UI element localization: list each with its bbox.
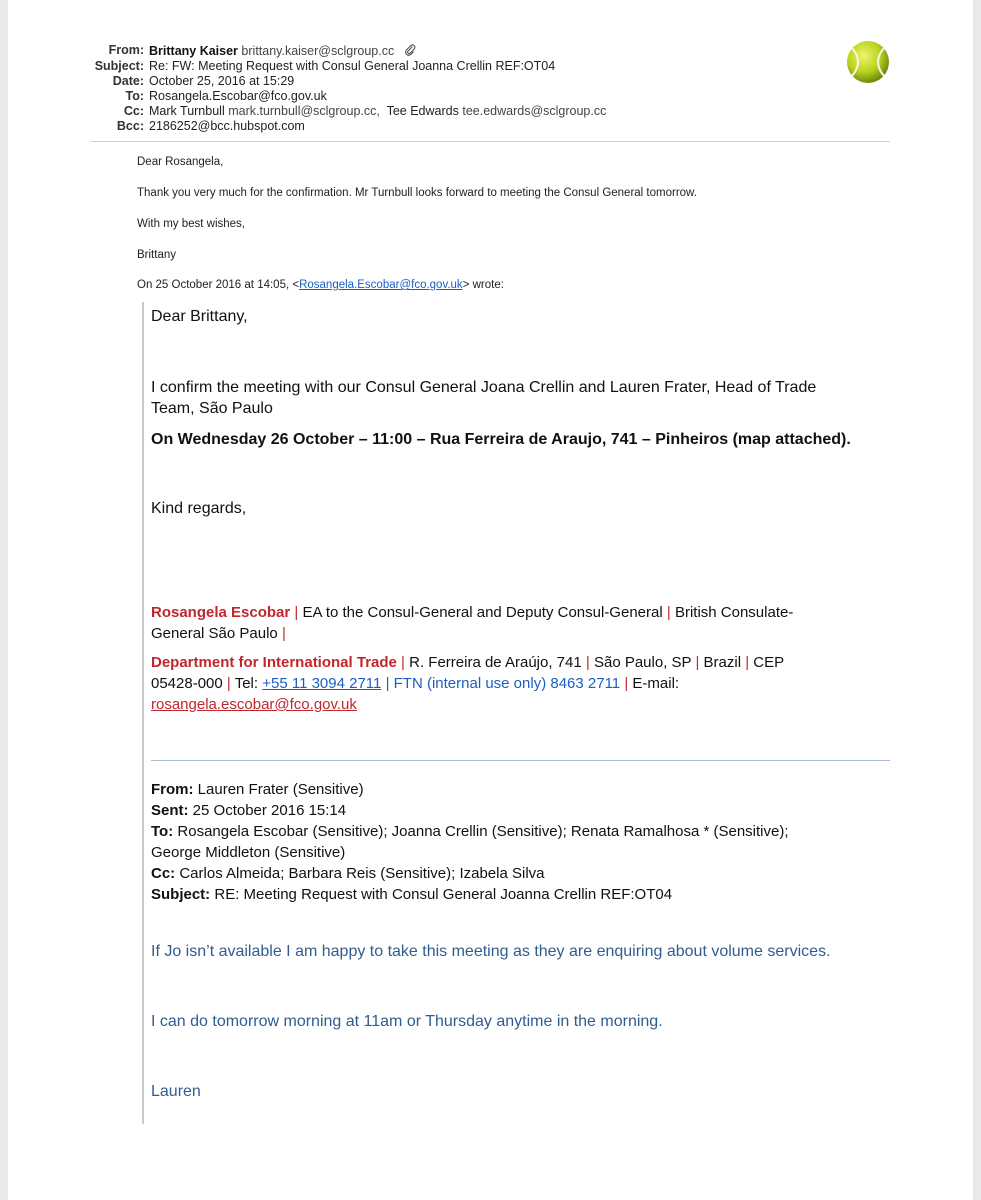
fwd-cc-row bbox=[151, 863, 545, 884]
bcc-label: Bcc: bbox=[116, 119, 144, 133]
sig-ftn: FTN (internal use only) 8463 2711 bbox=[393, 675, 621, 692]
fwd-sent-row bbox=[151, 800, 346, 821]
from-name: Brittany Kaiser bbox=[149, 44, 238, 58]
fwd-subject-label: Subject: bbox=[151, 886, 211, 903]
sig-tel-link[interactable]: +55 11 3094 2711 bbox=[262, 675, 382, 692]
confirm-line-1: I confirm the meeting with our Consul General Joana Crellin and Lauren Frater, Head of Trade bbox=[151, 379, 817, 396]
quote-prefix: On 25 October 2016 at 14:05, < bbox=[137, 279, 300, 291]
cc-label: Cc: bbox=[123, 104, 144, 118]
sig-city: São Paulo, SP bbox=[593, 654, 692, 671]
cc1-email[interactable]: mark.turnbull@sclgroup.cc, bbox=[228, 104, 380, 118]
from-label: From: bbox=[108, 43, 144, 57]
quote-email-link[interactable]: Rosangela.Escobar@fco.gov.uk bbox=[299, 279, 463, 291]
confirm-line-2: Team, São Paulo bbox=[151, 400, 273, 417]
quote-suffix: > wrote: bbox=[462, 279, 504, 291]
paperclip-icon bbox=[404, 43, 416, 57]
cc1-name[interactable]: Mark Turnbull bbox=[149, 104, 225, 118]
quoted-regards: Kind regards, bbox=[151, 500, 247, 517]
fwd-sent: 25 October 2016 15:14 bbox=[192, 802, 347, 819]
signature-dept bbox=[151, 652, 891, 715]
fwd-from: Lauren Frater (Sensitive) bbox=[197, 781, 364, 798]
sig-sep: | bbox=[585, 654, 590, 671]
date-value: October 25, 2016 at 15:29 bbox=[149, 74, 295, 88]
bcc-value[interactable]: 2186252@bcc.hubspot.com bbox=[149, 119, 305, 133]
fwd-sent-label: Sent: bbox=[151, 802, 189, 819]
sig-email-label: E-mail: bbox=[632, 675, 680, 692]
reply-body: Thank you very much for the confirmation. Mr Turnbull looks forward to meeting the Consul General tomorrow. bbox=[137, 187, 697, 199]
quote-attribution bbox=[137, 279, 504, 291]
quote-bar bbox=[142, 302, 144, 1124]
reply-greeting: Dear Rosangela, bbox=[137, 156, 224, 168]
tennis-ball-icon bbox=[846, 40, 890, 84]
sig-title: EA to the Consul-General and Deputy Consul-General bbox=[302, 604, 663, 621]
sig-sep: | bbox=[281, 625, 286, 642]
fwd-cc: Carlos Almeida; Barbara Reis (Sensitive); Izabela Silva bbox=[179, 865, 545, 882]
sig-sep: | bbox=[226, 675, 231, 692]
fwd-to-1: Rosangela Escobar (Sensitive); Joanna Crellin (Sensitive); Renata Ramalhosa * (Sensitive); bbox=[177, 823, 789, 840]
document-page bbox=[8, 0, 973, 1200]
sig-tel-label: Tel: bbox=[234, 675, 259, 692]
fwd-signoff: Lauren bbox=[151, 1083, 201, 1100]
from-email[interactable]: brittany.kaiser@sclgroup.cc bbox=[241, 44, 395, 58]
quoted-confirm bbox=[151, 377, 816, 419]
sig-sep: | bbox=[695, 654, 700, 671]
forward-divider bbox=[151, 760, 890, 761]
sig-sep: | bbox=[624, 675, 629, 692]
sig-sep: | bbox=[294, 604, 299, 621]
fwd-from-row bbox=[151, 779, 364, 800]
cc2-name[interactable]: Tee Edwards bbox=[386, 104, 459, 118]
sig-cep-label: CEP bbox=[753, 654, 785, 671]
sig-country: Brazil bbox=[703, 654, 742, 671]
fwd-cc-label: Cc: bbox=[151, 865, 176, 882]
fwd-from-label: From: bbox=[151, 781, 194, 798]
reply-closing: With my best wishes, bbox=[137, 218, 245, 230]
reply-signature: Brittany bbox=[137, 249, 176, 261]
sig-sep: | bbox=[385, 675, 390, 692]
to-label: To: bbox=[125, 89, 144, 103]
date-label: Date: bbox=[112, 74, 144, 88]
sig-sep: | bbox=[666, 604, 671, 621]
to-value[interactable]: Rosangela.Escobar@fco.gov.uk bbox=[149, 89, 327, 103]
quoted-greeting: Dear Brittany, bbox=[151, 308, 248, 325]
signature-line-1 bbox=[151, 602, 891, 644]
cc2-email[interactable]: tee.edwards@sclgroup.cc bbox=[462, 104, 607, 118]
fwd-body-1: If Jo isn’t available I am happy to take this meeting as they are enquiring about volume services. bbox=[151, 943, 831, 960]
sig-org-1: British Consulate- bbox=[674, 604, 794, 621]
subject-label: Subject: bbox=[94, 59, 144, 73]
quoted-meeting: On Wednesday 26 October – 11:00 – Rua Ferreira de Araujo, 741 – Pinheiros (map attached). bbox=[151, 431, 851, 448]
fwd-subject-row bbox=[151, 884, 672, 905]
sig-name: Rosangela Escobar bbox=[151, 604, 291, 621]
fwd-to-label: To: bbox=[151, 823, 174, 840]
header-divider bbox=[91, 141, 890, 142]
fwd-to-row bbox=[151, 821, 789, 863]
sig-email-link[interactable]: rosangela.escobar@fco.gov.uk bbox=[151, 696, 357, 713]
fwd-body-2: I can do tomorrow morning at 11am or Thursday anytime in the morning. bbox=[151, 1013, 663, 1030]
sig-dept: Department for International Trade bbox=[151, 654, 397, 671]
sig-org-2: General São Paulo bbox=[151, 625, 278, 642]
sig-sep: | bbox=[745, 654, 750, 671]
fwd-subject: RE: Meeting Request with Consul General Joanna Crellin REF:OT04 bbox=[214, 886, 673, 903]
sig-sep: | bbox=[401, 654, 405, 671]
sig-cep: 05428-000 bbox=[151, 675, 223, 692]
subject-value: Re: FW: Meeting Request with Consul General Joanna Crellin REF:OT04 bbox=[149, 59, 556, 73]
fwd-to-2: George Middleton (Sensitive) bbox=[151, 844, 346, 861]
sig-address: R. Ferreira de Araújo, 741 bbox=[409, 654, 582, 671]
